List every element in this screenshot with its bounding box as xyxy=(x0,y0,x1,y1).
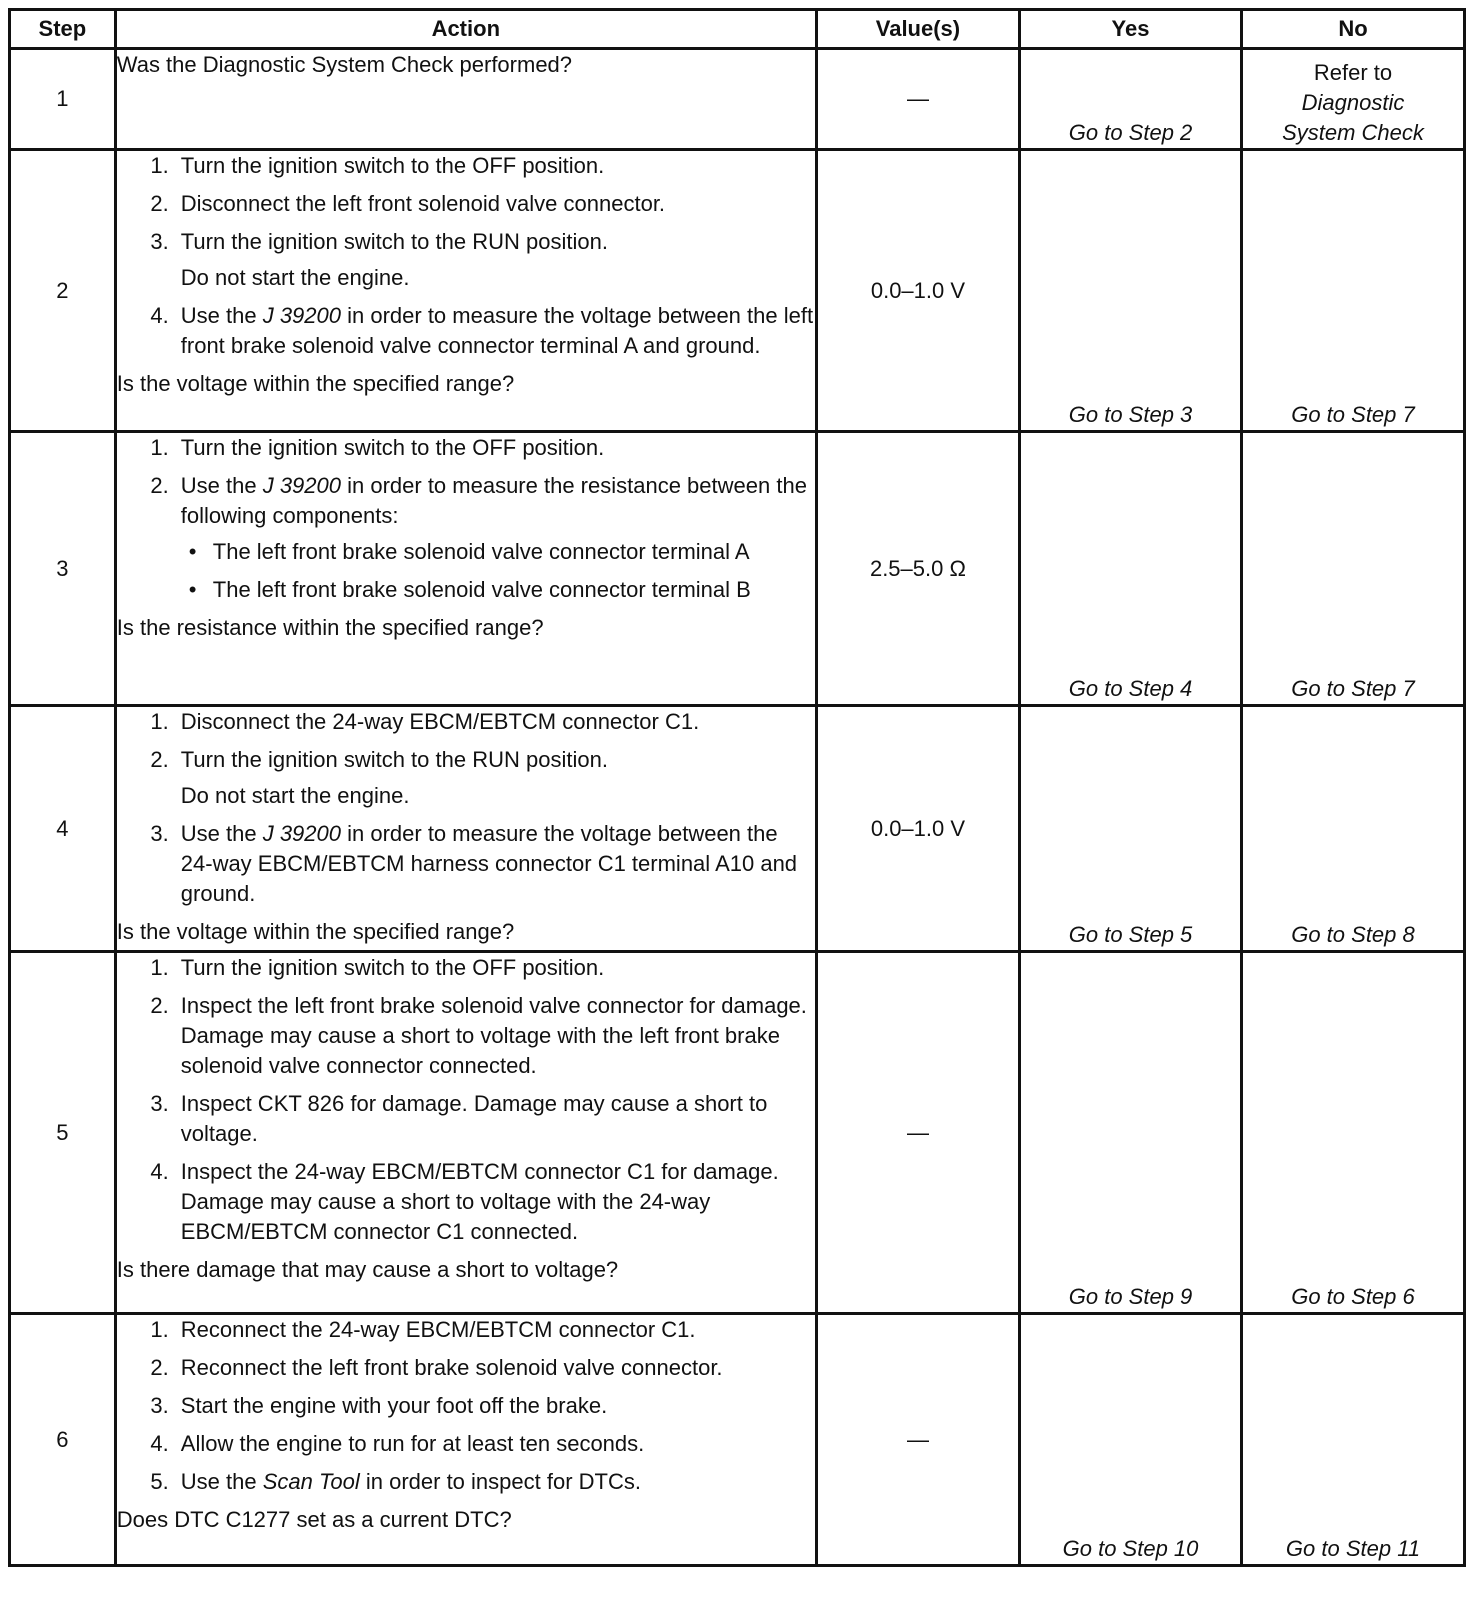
no-link[interactable]: Go to Step 7 xyxy=(1241,432,1464,706)
list-item-note: Do not start the engine. xyxy=(180,783,410,808)
list-item: 2. Use the J 39200 in order to measure the resistance between the following components: • The left front brake solenoid valve connector terminal A • The left front brake solenoid valve connector terminal B xyxy=(117,471,815,605)
action-cell xyxy=(115,1314,816,1566)
step-number: 3 xyxy=(10,432,116,706)
list-item-note: Do not start the engine. xyxy=(180,265,410,290)
list-item: 4. Allow the engine to run for at least ten seconds. xyxy=(150,1431,645,1456)
list-item: 2. Disconnect the left front solenoid valve connector. xyxy=(150,191,666,216)
list-item: 3. Start the engine with your foot off the brake. xyxy=(150,1393,608,1418)
list-item: • The left front brake solenoid valve connector terminal B xyxy=(188,577,751,602)
action-cell xyxy=(115,432,816,706)
step-question: Is the voltage within the specified range? xyxy=(116,371,515,396)
tool-reference: J 39200 xyxy=(262,303,341,328)
header-row xyxy=(10,10,1465,49)
value-cell: — xyxy=(816,952,1019,1314)
list-item: 1. Turn the ignition switch to the OFF position. xyxy=(150,153,605,178)
action-list xyxy=(117,1315,815,1497)
list-item: 3. Inspect CKT 826 for damage. Damage may cause a short to voltage. xyxy=(150,1091,768,1146)
header-no: No xyxy=(1241,10,1464,49)
action-cell xyxy=(115,49,816,150)
no-refer-doc-1: Diagnostic xyxy=(1301,90,1405,115)
action-cell xyxy=(115,150,816,432)
table-row-step-1 xyxy=(10,49,1465,150)
no-link[interactable]: Go to Step 8 xyxy=(1241,706,1464,952)
tool-reference: J 39200 xyxy=(262,821,341,846)
table-row-step-6 xyxy=(10,1314,1465,1566)
step-number: 2 xyxy=(10,150,116,432)
component-list xyxy=(181,537,815,605)
list-item: 5. Use the Scan Tool in order to inspect for DTCs. xyxy=(150,1469,641,1494)
no-refer-doc-2: System Check xyxy=(1282,120,1424,145)
table-row-step-2 xyxy=(10,150,1465,432)
list-item: • The left front brake solenoid valve connector terminal A xyxy=(188,539,750,564)
action-list xyxy=(117,953,815,1247)
step-question: Was the Diagnostic System Check performed? xyxy=(116,52,573,77)
value-cell: 0.0–1.0 V xyxy=(816,706,1019,952)
list-item: 2. Turn the ignition switch to the RUN position. Do not start the engine. xyxy=(117,745,815,811)
yes-link[interactable]: Go to Step 5 xyxy=(1020,706,1242,952)
value-cell: 2.5–5.0 Ω xyxy=(816,432,1019,706)
yes-link[interactable]: Go to Step 9 xyxy=(1020,952,1242,1314)
no-link[interactable]: Go to Step 6 xyxy=(1241,952,1464,1314)
yes-link[interactable]: Go to Step 4 xyxy=(1020,432,1242,706)
value-cell: — xyxy=(816,49,1019,150)
list-item: 1. Reconnect the 24-way EBCM/EBTCM connector C1. xyxy=(150,1317,696,1342)
step-number: 4 xyxy=(10,706,116,952)
list-item: 3. Use the J 39200 in order to measure the voltage between the 24-way EBCM/EBTCM harness connector C1 terminal A10 and ground. xyxy=(150,821,798,906)
yes-link[interactable]: Go to Step 10 xyxy=(1020,1314,1242,1566)
value-cell: 0.0–1.0 V xyxy=(816,150,1019,432)
list-item: 3. Turn the ignition switch to the RUN position. Do not start the engine. xyxy=(117,227,815,293)
step-question: Is there damage that may cause a short to voltage? xyxy=(116,1257,619,1282)
step-question: Is the resistance within the specified range? xyxy=(116,615,544,640)
action-cell xyxy=(115,952,816,1314)
list-item: 4. Use the J 39200 in order to measure the voltage between the left front brake solenoid valve connector terminal A and ground. xyxy=(150,303,814,358)
diagnostic-table xyxy=(8,8,1466,1567)
table-row-step-5 xyxy=(10,952,1465,1314)
table-row-step-3 xyxy=(10,432,1465,706)
list-item: 1. Turn the ignition switch to the OFF position. xyxy=(150,435,605,460)
action-list xyxy=(117,433,815,605)
tool-reference: J 39200 xyxy=(262,473,341,498)
list-item: 2. Inspect the left front brake solenoid valve connector for damage. Damage may cause a short to voltage with the left front brake solenoid valve connector connected. xyxy=(150,993,807,1078)
no-link[interactable]: Go to Step 7 xyxy=(1241,150,1464,432)
list-item: 1. Turn the ignition switch to the OFF position. xyxy=(150,955,605,980)
value-cell: — xyxy=(816,1314,1019,1566)
action-list xyxy=(117,151,815,361)
table-row-step-4 xyxy=(10,706,1465,952)
step-question: Does DTC C1277 set as a current DTC? xyxy=(116,1507,512,1532)
list-item: 1. Disconnect the 24-way EBCM/EBTCM connector C1. xyxy=(150,709,700,734)
header-values: Value(s) xyxy=(816,10,1019,49)
no-link[interactable]: Go to Step 11 xyxy=(1241,1314,1464,1566)
step-number: 1 xyxy=(10,49,116,150)
no-refer-text: Refer to xyxy=(1313,60,1393,85)
header-step: Step xyxy=(10,10,116,49)
action-cell xyxy=(115,706,816,952)
tool-reference: Scan Tool xyxy=(262,1469,360,1494)
step-number: 6 xyxy=(10,1314,116,1566)
header-yes: Yes xyxy=(1020,10,1242,49)
action-list xyxy=(117,707,815,909)
list-item: 4. Inspect the 24-way EBCM/EBTCM connector C1 for damage. Damage may cause a short to voltage with the 24-way EBCM/EBTCM connector C1 connected. xyxy=(150,1159,779,1244)
step-question: Is the voltage within the specified range? xyxy=(116,919,515,944)
header-action: Action xyxy=(115,10,816,49)
no-link[interactable] xyxy=(1241,49,1464,150)
step-number: 5 xyxy=(10,952,116,1314)
diagnostic-table-container xyxy=(8,8,1466,1567)
yes-link[interactable]: Go to Step 3 xyxy=(1020,150,1242,432)
yes-link[interactable]: Go to Step 2 xyxy=(1020,49,1242,150)
list-item: 2. Reconnect the left front brake solenoid valve connector. xyxy=(150,1355,723,1380)
